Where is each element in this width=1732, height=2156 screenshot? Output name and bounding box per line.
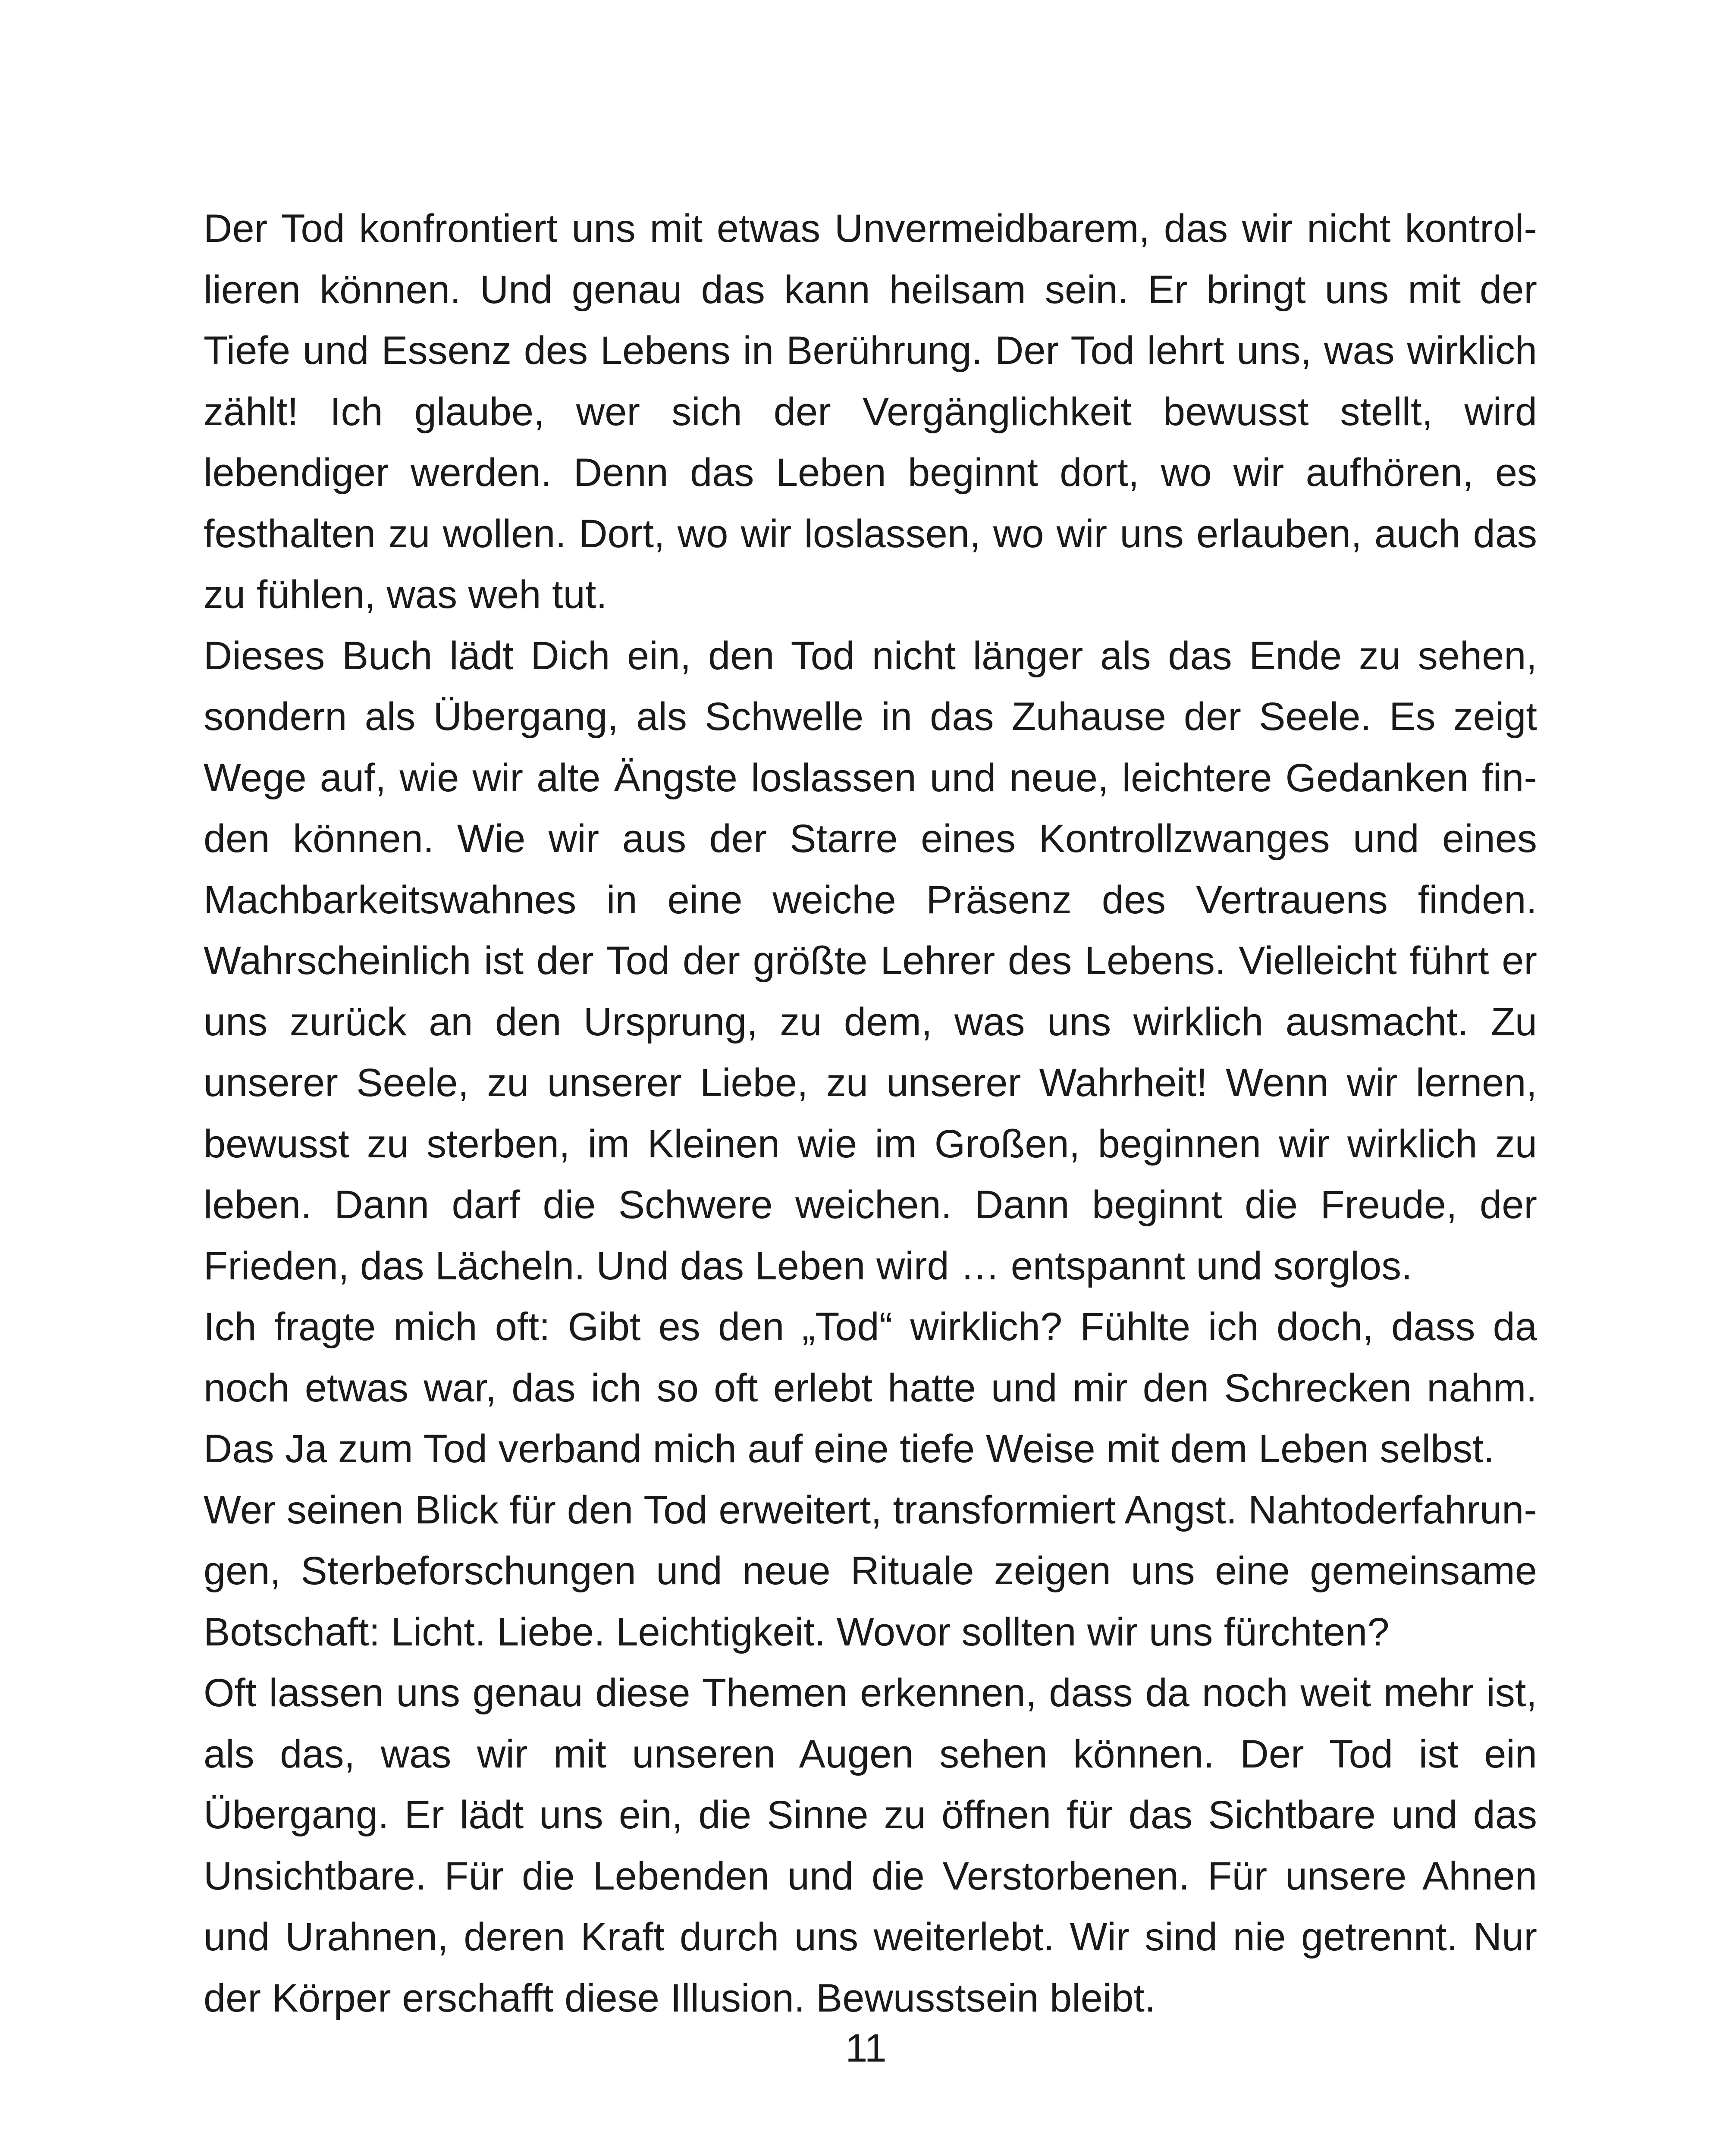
paragraph-3: Ich fragte mich oft: Gibt es den „Tod“ wirklich? Fühlte ich doch, dass da noch etwas war, das ich so oft erlebt hatte und mir den Schrecken nahm. Das Ja zum Tod verband mich auf eine tiefe Weise mit dem Leben selbst. xyxy=(204,1305,1537,1471)
paragraph-2: Dieses Buch lädt Dich ein, den Tod nicht länger als das Ende zu sehen, sondern als Übergang, als Schwelle in das Zuhause der Seele. Es zeigt Wege auf, wie wir alte Ängste loslassen und neue, leichtere Gedanken finden können. Wie wir aus der Starre eines Kontrollzwanges und eines Machbarkeitswahnes in eine weiche Präsenz des Vertrauens finden. Wahrscheinlich ist der Tod der größte Lehrer des Lebens. Vielleicht führt er uns zurück an den Ursprung, zu dem, was uns wirklich ausmacht. Zu unserer Seele, zu unserer Liebe, zu unserer Wahrheit! Wenn wir lernen, bewusst zu sterben, im Kleinen wie im Großen, beginnen wir wirklich zu leben. Dann darf die Schwere weichen. Dann beginnt die Freude, der Frieden, das Lächeln. Und das Leben wird … entspannt und sorglos. xyxy=(204,633,1537,1288)
paragraph-4: Wer seinen Blick für den Tod erweitert, transformiert Angst. Nahtoderfahrungen, Sterbeforschungen und neue Rituale zeigen uns eine gemeinsame Botschaft: Licht. Liebe. Leichtigkeit. Wovor sollten wir uns fürchten? xyxy=(204,1488,1537,1654)
paragraph-1: Der Tod konfrontiert uns mit etwas Unvermeidbarem, das wir nicht kontrollieren können. Und genau das kann heilsam sein. Er bringt uns mit der Tiefe und Essenz des Lebens in Berührung. Der Tod lehrt uns, was wirklich zählt! Ich glaube, wer sich der Vergänglichkeit bewusst stellt, wird lebendiger werden. Denn das Leben beginnt dort, wo wir aufhören, es festhalten zu wollen. Dort, wo wir loslassen, wo wir uns erlauben, auch das zu fühlen, was weh tut. xyxy=(204,207,1537,617)
paragraph-5: Oft lassen uns genau diese Themen erkennen, dass da noch weit mehr ist, als das, was wir mit unseren Augen sehen können. Der Tod ist ein Übergang. Er lädt uns ein, die Sinne zu öffnen für das Sichtbare und das Unsichtbare. Für die Lebenden und die Verstorbenen. Für unsere Ahnen und Urahnen, deren Kraft durch uns weiterlebt. Wir sind nie getrennt. Nur der Körper erschafft diese Illusion. Bewusstsein bleibt. xyxy=(204,1671,1537,2020)
body-text xyxy=(204,198,1537,2029)
page-number: 11 xyxy=(845,2026,887,2070)
